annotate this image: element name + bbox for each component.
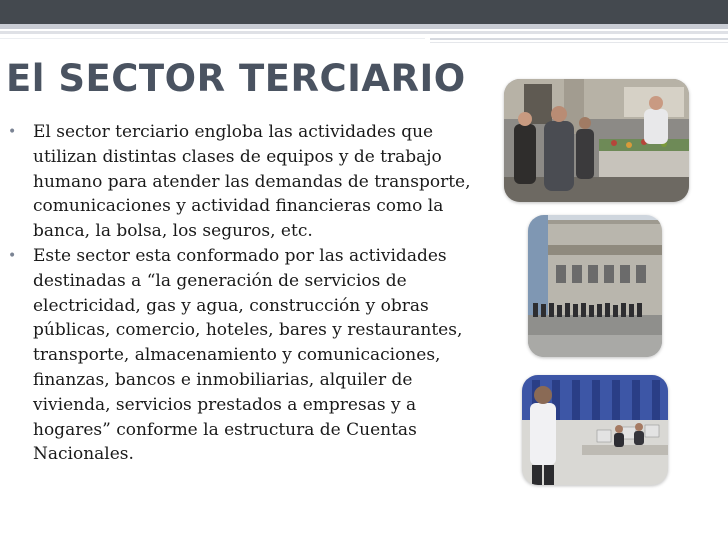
building-photo [528,215,662,357]
slide-title: El SECTOR TERCIARIO [6,57,466,100]
bullet-icon: • [8,247,17,264]
market-photo [504,79,689,202]
bullet-text: Este sector esta conformado por las actividades destinadas a “la generación de servicios de electricidad, gas y agua, construcción y obras públicas, comercio, hoteles, bares y restaurantes, transporte, almacenamiento y comunicaciones, finanzas, bancos e inmobiliarias, alquiler de vivienda, servicios prestados a empresas y a hogares” conforme la estructura de Cuentas Nacionales. [33,245,463,465]
office-photo [522,375,668,485]
bullet-item [8,244,488,467]
bullet-list [8,120,488,467]
bullet-item [8,120,488,244]
header-accent-stripes [0,24,728,52]
header-bar [0,0,728,24]
bullet-text: El sector terciario engloba las actividades que utilizan distintas clases de equipos y de trabajo humano para atender las demandas de transporte, comunicaciones y actividad financieras como la banca, la bolsa, los seguros, etc. [33,122,471,242]
bullet-icon: • [8,124,17,140]
